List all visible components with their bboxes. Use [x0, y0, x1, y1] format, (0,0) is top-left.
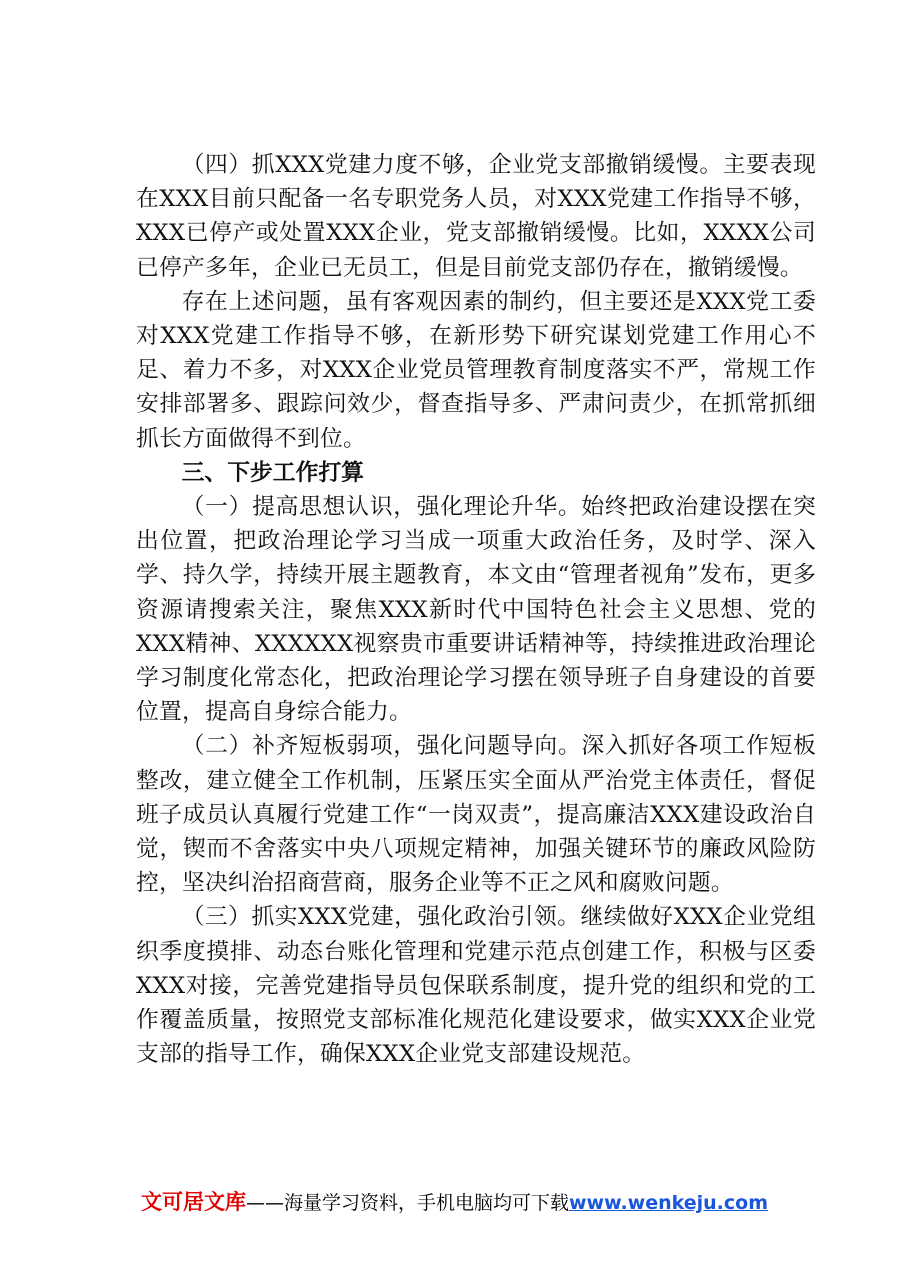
paragraph-text: 主要表现在XXX目前只配备一名专职党务人员，对XXX党建工作指导不够，XXX已停产或处置XXX企业，党支部撤销缓慢。比如，XXXX公司已停产多年，企业已无员工，但是目前党支部仍存在，撤销缓慢。: [136, 152, 816, 281]
paragraph-lead: （三）抓实XXX党建，强化政治引领。: [181, 904, 581, 931]
document-body: [136, 148, 816, 1071]
paragraph-text: 继续做好XXX企业党组织季度摸排、动态台账化管理和党建示范点创建工作，积极与区委XXX对接，完善党建指导员包保联系制度，提升党的组织和党的工作覆盖质量，按照党支部标准化规范化建设要求，做实XXX企业党支部的指导工作，确保XXX企业党支部建设规范。: [136, 904, 816, 1068]
footer-text: ——海量学习资料，手机电脑均可下载: [245, 1192, 569, 1214]
footer-site-link[interactable]: www.wenkeju.com: [569, 1192, 769, 1214]
footer-brand: 文可居文库: [140, 1190, 246, 1214]
paragraph-text: 深入抓好各项工作短板整改，建立健全工作机制，压紧压实全面从严治党主体责任，督促班子成员认真履行党建工作“一岗双责”，提高廉洁XXX建设政治自觉，锲而不舍落实中央八项规定精神，加强关键环节的廉政风险防控，坚决纠治招商营商，服务企业等不正之风和腐败问题。: [136, 733, 816, 897]
paragraph-4: [136, 148, 816, 285]
paragraph-lead: （一）提高思想认识，强化理论升华。: [181, 494, 582, 521]
paragraph-lead: （四）抓XXX党建力度不够，企业党支部撤销缓慢。: [181, 152, 723, 178]
paragraph-3: [136, 900, 816, 1071]
paragraph-text: 存在上述问题，虽有客观因素的制约，但主要还是XXX党工委对XXX党建工作指导不够，在新形势下研究谋划党建工作用心不足、着力不多，对XXX企业党员管理教育制度落实不严，常规工作安排部署多、跟踪问效少，督查指导多、严肃问责少，在抓常抓细抓长方面做得不到位。: [136, 288, 816, 452]
paragraph-summary: [136, 285, 816, 456]
paragraph-lead: （二）补齐短板弱项，强化问题导向。: [181, 733, 582, 760]
paragraph-text: 始终把政治建设摆在突出位置，把政治理论学习当成一项重大政治任务，及时学、深入学、持久学，持续开展主题教育，本文由“管理者视角”发布，更多资源请搜索关注，聚焦XXX新时代中国特色社会主义思想、党的XXX精神、XXXXXX视察贵市重要讲话精神等，持续推进政治理论学习制度化常态化，把政治理论学习摆在领导班子自身建设的首要位置，提高自身综合能力。: [136, 494, 816, 726]
section-heading: 三、下步工作打算: [181, 459, 364, 486]
paragraph-1: [136, 490, 816, 729]
paragraph-2: [136, 729, 816, 900]
footer: [0, 1186, 909, 1216]
